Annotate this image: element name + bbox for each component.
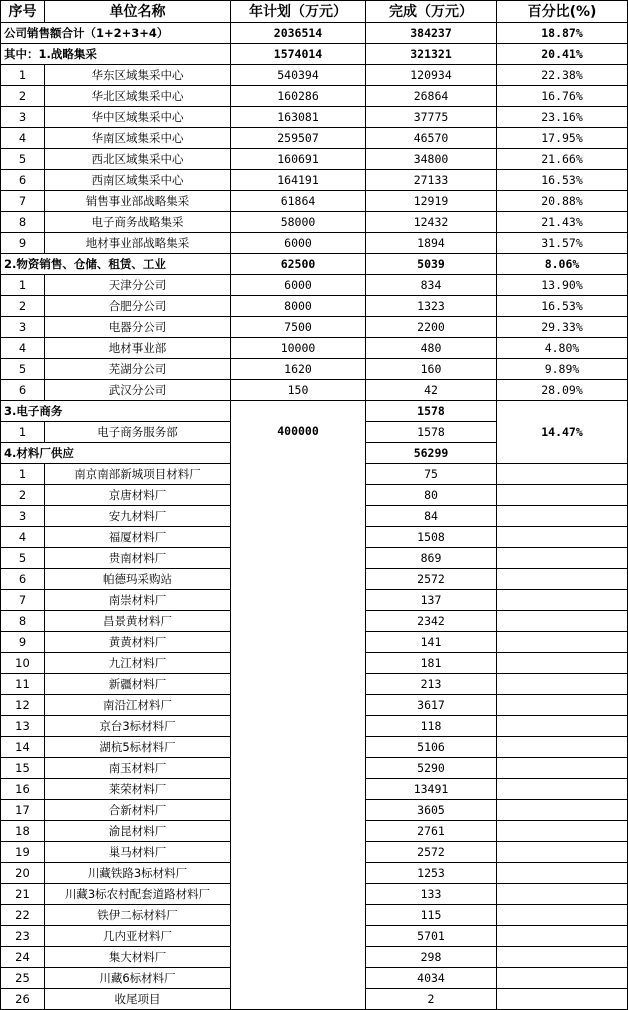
row-index: 9	[1, 233, 45, 254]
row-done: 115	[366, 905, 497, 926]
row-pct-empty	[497, 884, 628, 905]
header-idx: 序号	[1, 1, 45, 23]
row-pct-empty	[497, 464, 628, 485]
row-index: 4	[1, 338, 45, 359]
row-name: 西北区域集采中心	[45, 149, 231, 170]
row-done: 13491	[366, 779, 497, 800]
row-plan: 10000	[231, 338, 366, 359]
row-done: 12919	[366, 191, 497, 212]
row-pct-empty	[497, 926, 628, 947]
row-done: 2342	[366, 611, 497, 632]
row-name: 华南区域集采中心	[45, 128, 231, 149]
table-row	[1, 65, 628, 86]
header-plan: 年计划（万元）	[231, 1, 366, 23]
row-done: 34800	[366, 149, 497, 170]
row-pct: 9.89%	[497, 359, 628, 380]
row-pct-empty	[497, 506, 628, 527]
section-title: 3.电子商务	[1, 401, 231, 422]
row-pct: 21.66%	[497, 149, 628, 170]
row-pct-empty	[497, 653, 628, 674]
header-row	[1, 1, 628, 23]
row-done: 1253	[366, 863, 497, 884]
section-done: 321321	[366, 44, 497, 65]
row-done: 3605	[366, 800, 497, 821]
row-name: 九江材料厂	[45, 653, 231, 674]
row-pct-empty	[497, 800, 628, 821]
row-index: 14	[1, 737, 45, 758]
header-pct: 百分比(%)	[497, 1, 628, 23]
section-title: 4.材料厂供应	[1, 443, 231, 464]
row-name: 铁伊二标材料厂	[45, 905, 231, 926]
row-name: 贵南材料厂	[45, 548, 231, 569]
section-done: 5039	[366, 254, 497, 275]
row-pct: 29.33%	[497, 317, 628, 338]
header-done: 完成（万元）	[366, 1, 497, 23]
row-index: 1	[1, 65, 45, 86]
table-row	[1, 191, 628, 212]
row-name: 京唐材料厂	[45, 485, 231, 506]
row-name: 电器分公司	[45, 317, 231, 338]
row-name: 川藏6标材料厂	[45, 968, 231, 989]
row-pct-empty	[497, 821, 628, 842]
row-index: 15	[1, 758, 45, 779]
row-pct-empty	[497, 527, 628, 548]
row-index: 8	[1, 212, 45, 233]
row-plan: 163081	[231, 107, 366, 128]
row-index: 5	[1, 359, 45, 380]
row-name: 南京南部新城项目材料厂	[45, 464, 231, 485]
row-done: 181	[366, 653, 497, 674]
row-index: 21	[1, 884, 45, 905]
row-done: 2761	[366, 821, 497, 842]
row-done: 1894	[366, 233, 497, 254]
row-done: 12432	[366, 212, 497, 233]
row-pct-empty	[497, 989, 628, 1010]
row-pct-empty	[497, 863, 628, 884]
row-name: 渝昆材料厂	[45, 821, 231, 842]
row-plan: 164191	[231, 170, 366, 191]
row-done: 2572	[366, 842, 497, 863]
row-index: 1	[1, 275, 45, 296]
row-done: 298	[366, 947, 497, 968]
row-name: 福厦材料厂	[45, 527, 231, 548]
row-name: 集大材料厂	[45, 947, 231, 968]
row-done: 26864	[366, 86, 497, 107]
row-done: 834	[366, 275, 497, 296]
row-index: 26	[1, 989, 45, 1010]
table-row	[1, 338, 628, 359]
row-index: 6	[1, 380, 45, 401]
row-done: 5701	[366, 926, 497, 947]
row-name: 川藏3标农村配套道路材料厂	[45, 884, 231, 905]
row-index: 6	[1, 170, 45, 191]
table-row	[1, 149, 628, 170]
total-pct: 18.87%	[497, 23, 628, 44]
row-done: 27133	[366, 170, 497, 191]
total-label: 公司销售额合计（1+2+3+4）	[1, 23, 231, 44]
row-name: 华东区域集采中心	[45, 65, 231, 86]
total-plan: 2036514	[231, 23, 366, 44]
row-name: 巢马材料厂	[45, 842, 231, 863]
row-plan: 540394	[231, 65, 366, 86]
row-done: 4034	[366, 968, 497, 989]
row-pct: 4.80%	[497, 338, 628, 359]
row-done: 160	[366, 359, 497, 380]
row-pct-empty	[497, 716, 628, 737]
table-row	[1, 86, 628, 107]
row-name: 芜湖分公司	[45, 359, 231, 380]
row-index: 5	[1, 548, 45, 569]
row-pct: 16.76%	[497, 86, 628, 107]
row-done: 133	[366, 884, 497, 905]
total-done: 384237	[366, 23, 497, 44]
row-name: 地材事业部	[45, 338, 231, 359]
row-index: 16	[1, 779, 45, 800]
table-row	[1, 275, 628, 296]
total-row	[1, 23, 628, 44]
row-plan: 259507	[231, 128, 366, 149]
row-index: 1	[1, 422, 45, 443]
row-pct-empty	[497, 569, 628, 590]
row-name: 收尾项目	[45, 989, 231, 1010]
row-done: 118	[366, 716, 497, 737]
row-pct-empty	[497, 758, 628, 779]
row-plan: 1620	[231, 359, 366, 380]
row-pct: 17.95%	[497, 128, 628, 149]
row-pct: 16.53%	[497, 170, 628, 191]
section-row-strategic	[1, 44, 628, 65]
section-plan: 1574014	[231, 44, 366, 65]
row-index: 7	[1, 590, 45, 611]
header-name: 单位名称	[45, 1, 231, 23]
row-done: 75	[366, 464, 497, 485]
row-index: 17	[1, 800, 45, 821]
row-index: 23	[1, 926, 45, 947]
row-done: 213	[366, 674, 497, 695]
row-index: 6	[1, 569, 45, 590]
row-done: 46570	[366, 128, 497, 149]
row-pct-empty	[497, 779, 628, 800]
row-pct-empty	[497, 548, 628, 569]
row-index: 3	[1, 506, 45, 527]
row-done: 1508	[366, 527, 497, 548]
row-index: 22	[1, 905, 45, 926]
section-pct: 8.06%	[497, 254, 628, 275]
row-pct-empty	[497, 968, 628, 989]
row-name: 合肥分公司	[45, 296, 231, 317]
row-name: 地材事业部战略集采	[45, 233, 231, 254]
table-row	[1, 128, 628, 149]
row-done: 1578	[366, 422, 497, 443]
row-done: 480	[366, 338, 497, 359]
row-index: 18	[1, 821, 45, 842]
row-pct: 21.43%	[497, 212, 628, 233]
section-done: 56299	[366, 443, 497, 464]
row-index: 4	[1, 128, 45, 149]
row-pct-empty	[497, 905, 628, 926]
row-plan: 150	[231, 380, 366, 401]
row-index: 8	[1, 611, 45, 632]
row-done: 37775	[366, 107, 497, 128]
row-index: 11	[1, 674, 45, 695]
row-pct-empty	[497, 632, 628, 653]
merged-plan: 400000	[231, 401, 366, 1010]
row-pct-empty	[497, 674, 628, 695]
row-done: 120934	[366, 65, 497, 86]
row-done: 2572	[366, 569, 497, 590]
row-name: 销售事业部战略集采	[45, 191, 231, 212]
row-pct: 20.88%	[497, 191, 628, 212]
row-pct-empty	[497, 737, 628, 758]
row-plan: 160286	[231, 86, 366, 107]
row-index: 19	[1, 842, 45, 863]
row-index: 5	[1, 149, 45, 170]
section-row-ecommerce	[1, 401, 628, 422]
row-index: 1	[1, 464, 45, 485]
row-pct: 13.90%	[497, 275, 628, 296]
row-name: 黄黄材料厂	[45, 632, 231, 653]
row-index: 3	[1, 107, 45, 128]
row-pct-empty	[497, 947, 628, 968]
row-name: 武汉分公司	[45, 380, 231, 401]
row-name: 川藏铁路3标材料厂	[45, 863, 231, 884]
row-pct-empty	[497, 611, 628, 632]
row-index: 25	[1, 968, 45, 989]
row-pct-empty	[497, 485, 628, 506]
row-done: 1323	[366, 296, 497, 317]
row-pct-empty	[497, 590, 628, 611]
row-name: 新疆材料厂	[45, 674, 231, 695]
row-index: 20	[1, 863, 45, 884]
row-name: 天津分公司	[45, 275, 231, 296]
table-row	[1, 380, 628, 401]
row-name: 南崇材料厂	[45, 590, 231, 611]
row-done: 42	[366, 380, 497, 401]
row-pct: 28.09%	[497, 380, 628, 401]
row-index: 7	[1, 191, 45, 212]
table-row	[1, 296, 628, 317]
row-pct-empty	[497, 842, 628, 863]
row-done: 2	[366, 989, 497, 1010]
row-pct: 22.38%	[497, 65, 628, 86]
row-index: 12	[1, 695, 45, 716]
row-pct-empty	[497, 695, 628, 716]
row-done: 3617	[366, 695, 497, 716]
row-done: 137	[366, 590, 497, 611]
row-plan: 58000	[231, 212, 366, 233]
table-row	[1, 317, 628, 338]
section-row-sales	[1, 254, 628, 275]
row-plan: 8000	[231, 296, 366, 317]
table-row	[1, 170, 628, 191]
row-plan: 7500	[231, 317, 366, 338]
row-name: 西南区域集采中心	[45, 170, 231, 191]
section-plan: 62500	[231, 254, 366, 275]
table-row	[1, 233, 628, 254]
row-done: 5106	[366, 737, 497, 758]
row-index: 3	[1, 317, 45, 338]
row-done: 84	[366, 506, 497, 527]
row-plan: 61864	[231, 191, 366, 212]
row-name: 几内亚材料厂	[45, 926, 231, 947]
row-name: 电子商务战略集采	[45, 212, 231, 233]
row-name: 南玉材料厂	[45, 758, 231, 779]
row-index: 24	[1, 947, 45, 968]
table-row	[1, 359, 628, 380]
row-done: 5290	[366, 758, 497, 779]
row-name: 帕德玛采购站	[45, 569, 231, 590]
row-name: 京台3标材料厂	[45, 716, 231, 737]
row-pct: 31.57%	[497, 233, 628, 254]
row-name: 安九材料厂	[45, 506, 231, 527]
row-name: 南沿江材料厂	[45, 695, 231, 716]
row-pct: 23.16%	[497, 107, 628, 128]
row-name: 昌景黄材料厂	[45, 611, 231, 632]
row-name: 湖杭5标材料厂	[45, 737, 231, 758]
row-index: 4	[1, 527, 45, 548]
row-index: 2	[1, 86, 45, 107]
row-done: 869	[366, 548, 497, 569]
section-done: 1578	[366, 401, 497, 422]
section-title: 其中：1.战略集采	[1, 44, 231, 65]
row-done: 141	[366, 632, 497, 653]
row-name: 华中区域集采中心	[45, 107, 231, 128]
row-index: 9	[1, 632, 45, 653]
row-plan: 160691	[231, 149, 366, 170]
row-index: 10	[1, 653, 45, 674]
row-index: 2	[1, 485, 45, 506]
section-pct: 20.41%	[497, 44, 628, 65]
table-row	[1, 212, 628, 233]
row-plan: 6000	[231, 275, 366, 296]
row-pct: 16.53%	[497, 296, 628, 317]
row-name: 电子商务服务部	[45, 422, 231, 443]
merged-pct: 14.47%	[497, 401, 628, 464]
row-done: 80	[366, 485, 497, 506]
row-index: 13	[1, 716, 45, 737]
row-plan: 6000	[231, 233, 366, 254]
table-row	[1, 107, 628, 128]
row-done: 2200	[366, 317, 497, 338]
row-name: 华北区域集采中心	[45, 86, 231, 107]
row-index: 2	[1, 296, 45, 317]
row-name: 莱荣材料厂	[45, 779, 231, 800]
row-name: 合新材料厂	[45, 800, 231, 821]
section-title: 2.物资销售、仓储、租赁、工业	[1, 254, 231, 275]
